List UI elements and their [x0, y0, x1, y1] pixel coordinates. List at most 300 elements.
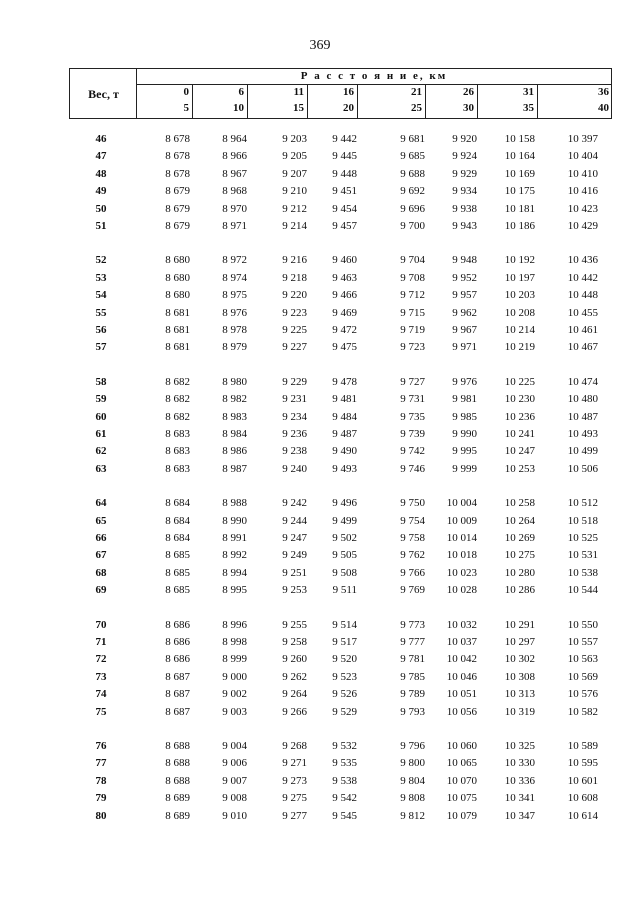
value-cell: 10 436: [567, 254, 598, 267]
value-cell: 10 550: [567, 618, 598, 631]
value-cell: 10 423: [567, 202, 598, 215]
table-row: [69, 201, 612, 218]
value-cell: 10 531: [567, 549, 598, 562]
value-cell: 9 258: [282, 636, 307, 648]
value-cell: 9 266: [282, 705, 307, 718]
value-cell: 8 683: [165, 462, 190, 475]
value-cell: 10 253: [504, 462, 535, 475]
value-cell: 10 404: [567, 150, 598, 163]
value-cell: 9 789: [400, 688, 425, 701]
value-cell: 9 952: [452, 271, 477, 284]
value-cell: 9 442: [332, 133, 357, 145]
value-cell: 9 225: [282, 324, 307, 336]
table-row: [69, 426, 612, 443]
value-cell: 9 542: [332, 792, 357, 805]
value-cell: 8 966: [222, 150, 247, 163]
value-cell: 10 595: [567, 757, 598, 770]
value-cell: 8 984: [222, 428, 247, 440]
value-cell: 9 249: [282, 549, 307, 562]
value-cell: 9 538: [332, 774, 357, 787]
weight-column-header: [70, 69, 137, 118]
value-cell: 8 998: [222, 636, 247, 648]
table-row: [69, 270, 612, 287]
table-row: [69, 617, 612, 634]
value-cell: 9 475: [332, 341, 357, 354]
value-cell: 10 448: [567, 289, 598, 302]
value-cell: 9 262: [282, 670, 307, 683]
weight-cell: 62: [95, 445, 107, 458]
value-cell: 9 929: [452, 167, 477, 180]
value-cell: 9 216: [282, 254, 307, 267]
value-cell: 10 291: [504, 618, 535, 631]
value-cell: 10 302: [504, 653, 535, 666]
value-cell: 9 214: [282, 220, 307, 232]
value-cell: 10 308: [504, 670, 535, 683]
value-cell: 8 687: [165, 688, 190, 701]
weight-cell: 65: [95, 514, 107, 527]
range-from: 6: [238, 86, 244, 98]
table-row: [69, 513, 612, 530]
value-cell: 8 980: [222, 375, 247, 388]
value-cell: 8 685: [165, 549, 190, 562]
value-cell: 9 812: [400, 809, 425, 822]
value-cell: 9 463: [332, 271, 357, 284]
page-number: 369: [309, 38, 331, 53]
value-cell: 10 576: [567, 688, 598, 701]
value-cell: 8 983: [222, 410, 247, 423]
table-row: [69, 305, 612, 322]
value-cell: 9 460: [332, 254, 357, 267]
weight-cell: 52: [95, 254, 107, 267]
value-cell: 10 499: [567, 445, 598, 458]
value-cell: 8 987: [222, 462, 247, 475]
value-cell: 9 238: [282, 445, 307, 458]
value-cell: 9 766: [400, 566, 425, 579]
weight-cell: 77: [95, 757, 107, 770]
value-cell: 9 523: [332, 670, 357, 683]
value-cell: 9 445: [332, 150, 357, 163]
value-cell: 9 003: [222, 705, 247, 718]
value-cell: 9 517: [332, 636, 357, 648]
value-cell: 9 924: [452, 150, 477, 163]
value-cell: 10 280: [504, 566, 535, 579]
value-cell: 9 985: [452, 410, 477, 423]
distance-range-header: [478, 85, 538, 119]
value-cell: 9 804: [400, 774, 425, 787]
table-row: [69, 131, 612, 148]
value-cell: 10 192: [504, 254, 535, 267]
table-row: [69, 773, 612, 790]
value-cell: 10 042: [446, 653, 477, 666]
value-cell: 8 688: [165, 757, 190, 770]
value-cell: 9 203: [282, 133, 307, 145]
table-row: [69, 495, 612, 512]
value-cell: 10 557: [567, 636, 598, 648]
value-cell: 10 070: [446, 774, 477, 787]
weight-cell: 54: [95, 289, 107, 302]
value-cell: 9 505: [332, 549, 357, 562]
weight-cell: 74: [95, 688, 107, 701]
value-cell: 8 971: [222, 220, 247, 232]
value-cell: 9 735: [400, 410, 425, 423]
value-cell: 10 416: [567, 185, 598, 198]
value-cell: 10 467: [567, 341, 598, 354]
value-cell: 9 773: [400, 618, 425, 631]
value-cell: 10 474: [567, 375, 598, 388]
value-cell: 10 518: [567, 514, 598, 527]
weight-cell: 57: [95, 341, 107, 354]
value-cell: 10 004: [446, 497, 477, 510]
value-cell: 8 680: [165, 289, 190, 302]
value-cell: 9 938: [452, 202, 477, 215]
weight-cell: 55: [95, 306, 107, 319]
value-cell: 10 313: [504, 688, 535, 701]
value-cell: 9 514: [332, 618, 357, 631]
value-cell: 10 158: [504, 133, 535, 145]
value-cell: 8 685: [165, 584, 190, 597]
value-cell: 9 920: [452, 133, 477, 145]
table-row: [69, 287, 612, 304]
table-row: [69, 634, 612, 651]
weight-label: Вес, т: [88, 87, 119, 101]
value-cell: 9 227: [282, 341, 307, 354]
range-to: 30: [463, 102, 474, 114]
value-cell: 10 506: [567, 462, 598, 475]
table-row: [69, 443, 612, 460]
value-cell: 10 264: [504, 514, 535, 527]
value-cell: 9 487: [332, 428, 357, 440]
value-cell: 10 461: [567, 324, 598, 336]
value-cell: 9 255: [282, 618, 307, 631]
value-cell: 9 490: [332, 445, 357, 458]
value-cell: 8 679: [165, 202, 190, 215]
value-cell: 9 777: [400, 636, 425, 648]
value-cell: 9 275: [282, 792, 307, 805]
value-cell: 9 242: [282, 497, 307, 510]
value-cell: 10 009: [446, 514, 477, 527]
weight-cell: 73: [95, 670, 107, 683]
table-row: [69, 252, 612, 269]
value-cell: 9 207: [282, 167, 307, 180]
value-cell: 10 051: [446, 688, 477, 701]
value-cell: 9 800: [400, 757, 425, 770]
value-cell: 8 682: [165, 410, 190, 423]
weight-cell: 49: [95, 185, 107, 198]
table-row: [69, 582, 612, 599]
value-cell: 9 253: [282, 584, 307, 597]
value-cell: 9 218: [282, 271, 307, 284]
value-cell: 10 214: [504, 324, 535, 336]
value-cell: 8 968: [222, 185, 247, 198]
value-cell: 9 484: [332, 410, 357, 423]
value-cell: 10 014: [446, 532, 477, 544]
value-cell: 10 589: [567, 740, 598, 752]
value-cell: 9 481: [332, 393, 357, 406]
distance-range-header: [358, 85, 426, 119]
weight-cell: 60: [95, 410, 107, 423]
table-row: [69, 808, 612, 825]
value-cell: 10 410: [567, 167, 598, 180]
value-cell: 9 746: [400, 462, 425, 475]
value-cell: 9 758: [400, 532, 425, 544]
value-cell: 10 060: [446, 740, 477, 752]
value-cell: 10 208: [504, 306, 535, 319]
distance-range-header: [193, 85, 248, 119]
value-cell: 10 538: [567, 566, 598, 579]
value-cell: 8 687: [165, 705, 190, 718]
value-cell: 8 682: [165, 393, 190, 406]
range-to: 40: [598, 102, 609, 114]
value-cell: 9 240: [282, 462, 307, 475]
value-cell: 10 028: [446, 584, 477, 597]
value-cell: 9 719: [400, 324, 425, 336]
distance-title: Р а с с т о я н и е, км: [137, 69, 611, 85]
weight-cell: 59: [95, 393, 107, 406]
value-cell: 9 995: [452, 445, 477, 458]
value-cell: 9 004: [222, 740, 247, 752]
value-cell: 8 686: [165, 618, 190, 631]
value-cell: 9 762: [400, 549, 425, 562]
value-cell: 10 608: [567, 792, 598, 805]
value-cell: 9 234: [282, 410, 307, 423]
value-cell: 8 990: [222, 514, 247, 527]
weight-cell: 70: [95, 618, 107, 631]
value-cell: 8 683: [165, 428, 190, 440]
weight-cell: 64: [95, 497, 107, 510]
value-cell: 9 264: [282, 688, 307, 701]
value-cell: 8 972: [222, 254, 247, 267]
value-cell: 9 739: [400, 428, 425, 440]
range-to: 25: [411, 102, 422, 114]
value-cell: 10 247: [504, 445, 535, 458]
value-cell: 10 455: [567, 306, 598, 319]
distance-range-header: [308, 85, 358, 119]
value-cell: 9 223: [282, 306, 307, 319]
value-cell: 9 478: [332, 375, 357, 388]
value-cell: 10 230: [504, 393, 535, 406]
value-cell: 8 988: [222, 497, 247, 510]
range-from: 21: [411, 86, 422, 98]
value-cell: 9 210: [282, 185, 307, 198]
value-cell: 10 186: [504, 220, 535, 232]
weight-cell: 58: [95, 375, 107, 388]
range-from: 11: [293, 86, 304, 98]
value-cell: 10 269: [504, 532, 535, 544]
table-row: [69, 391, 612, 408]
value-cell: 9 999: [452, 462, 477, 475]
value-cell: 8 689: [165, 809, 190, 822]
value-cell: 10 325: [504, 740, 535, 752]
weight-cell: 71: [95, 636, 107, 648]
value-cell: 8 976: [222, 306, 247, 319]
value-cell: 9 520: [332, 653, 357, 666]
value-cell: 10 018: [446, 549, 477, 562]
value-cell: 10 241: [504, 428, 535, 440]
value-cell: 8 975: [222, 289, 247, 302]
value-cell: 8 974: [222, 271, 247, 284]
value-cell: 8 970: [222, 202, 247, 215]
value-cell: 9 793: [400, 705, 425, 718]
range-from: 0: [183, 86, 189, 98]
range-to: 20: [343, 102, 354, 114]
value-cell: 9 496: [332, 497, 357, 510]
value-cell: 9 229: [282, 375, 307, 388]
value-cell: 8 683: [165, 445, 190, 458]
value-cell: 10 181: [504, 202, 535, 215]
value-cell: 8 688: [165, 740, 190, 752]
value-cell: 8 978: [222, 324, 247, 336]
value-cell: 9 502: [332, 532, 357, 544]
value-cell: 8 684: [165, 514, 190, 527]
value-cell: 9 990: [452, 428, 477, 440]
value-cell: 10 225: [504, 375, 535, 388]
value-cell: 9 448: [332, 167, 357, 180]
value-cell: 8 684: [165, 497, 190, 510]
value-cell: 9 469: [332, 306, 357, 319]
value-cell: 9 769: [400, 584, 425, 597]
value-cell: 9 472: [332, 324, 357, 336]
weight-cell: 46: [95, 133, 107, 145]
value-cell: 10 297: [504, 636, 535, 648]
value-cell: 10 236: [504, 410, 535, 423]
weight-cell: 68: [95, 566, 107, 579]
table-row: [69, 738, 612, 755]
value-cell: 9 785: [400, 670, 425, 683]
value-cell: 10 175: [504, 185, 535, 198]
value-cell: 10 512: [567, 497, 598, 510]
value-cell: 8 687: [165, 670, 190, 683]
value-cell: 8 991: [222, 532, 247, 544]
value-cell: 9 708: [400, 271, 425, 284]
value-cell: 10 065: [446, 757, 477, 770]
value-cell: 10 023: [446, 566, 477, 579]
table-row: [69, 339, 612, 356]
value-cell: 8 678: [165, 133, 190, 145]
weight-cell: 76: [95, 740, 107, 752]
value-cell: 9 754: [400, 514, 425, 527]
value-cell: 9 962: [452, 306, 477, 319]
value-cell: 10 075: [446, 792, 477, 805]
value-cell: 9 781: [400, 653, 425, 666]
value-cell: 10 525: [567, 532, 598, 544]
table-row: [69, 547, 612, 564]
table-row: [69, 565, 612, 582]
table-row: [69, 669, 612, 686]
weight-cell: 79: [95, 792, 107, 805]
distance-range-header: [426, 85, 478, 119]
value-cell: 9 692: [400, 185, 425, 198]
value-cell: 8 979: [222, 341, 247, 354]
value-cell: 8 994: [222, 566, 247, 579]
value-cell: 10 037: [446, 636, 477, 648]
value-cell: 9 957: [452, 289, 477, 302]
table-row: [69, 755, 612, 772]
value-cell: 8 689: [165, 792, 190, 805]
value-cell: 10 046: [446, 670, 477, 683]
weight-cell: 67: [95, 549, 107, 562]
value-cell: 9 231: [282, 393, 307, 406]
value-cell: 8 992: [222, 549, 247, 562]
value-cell: 10 582: [567, 705, 598, 718]
value-cell: 8 982: [222, 393, 247, 406]
value-cell: 8 679: [165, 185, 190, 198]
value-cell: 9 008: [222, 792, 247, 805]
value-cell: 10 442: [567, 271, 598, 284]
value-cell: 9 451: [332, 185, 357, 198]
value-cell: 9 723: [400, 341, 425, 354]
value-cell: 10 493: [567, 428, 598, 440]
value-cell: 8 681: [165, 306, 190, 319]
range-from: 36: [598, 86, 609, 98]
value-cell: 9 526: [332, 688, 357, 701]
value-cell: 9 796: [400, 740, 425, 752]
value-cell: 10 480: [567, 393, 598, 406]
table-row: [69, 790, 612, 807]
weight-cell: 72: [95, 653, 107, 666]
value-cell: 10 319: [504, 705, 535, 718]
table-row: [69, 374, 612, 391]
value-cell: 8 682: [165, 375, 190, 388]
weight-cell: 48: [95, 167, 107, 180]
table-row: [69, 461, 612, 478]
value-cell: 10 487: [567, 410, 598, 423]
value-cell: 9 712: [400, 289, 425, 302]
weight-cell: 61: [95, 428, 107, 440]
value-cell: 10 286: [504, 584, 535, 597]
weight-cell: 56: [95, 324, 107, 336]
value-cell: 10 330: [504, 757, 535, 770]
weight-cell: 69: [95, 584, 107, 597]
value-cell: 10 203: [504, 289, 535, 302]
range-to: 10: [233, 102, 244, 114]
weight-cell: 66: [95, 532, 107, 544]
range-to: 35: [523, 102, 534, 114]
value-cell: 9 934: [452, 185, 477, 198]
value-cell: 9 212: [282, 202, 307, 215]
value-cell: 9 268: [282, 740, 307, 752]
range-from: 31: [523, 86, 534, 98]
value-cell: 9 948: [452, 254, 477, 267]
value-cell: 9 700: [400, 220, 425, 232]
value-cell: 9 244: [282, 514, 307, 527]
weight-cell: 75: [95, 705, 107, 718]
value-cell: 9 967: [452, 324, 477, 336]
table-row: [69, 686, 612, 703]
value-cell: 9 545: [332, 809, 357, 822]
value-cell: 10 056: [446, 705, 477, 718]
table-row: [69, 148, 612, 165]
distance-range-header: [137, 85, 193, 119]
value-cell: 8 678: [165, 167, 190, 180]
table-row: [69, 166, 612, 183]
table-row: [69, 704, 612, 721]
value-cell: 8 680: [165, 254, 190, 267]
value-cell: 8 679: [165, 220, 190, 232]
value-cell: 10 397: [567, 133, 598, 145]
value-cell: 9 696: [400, 202, 425, 215]
value-cell: 9 260: [282, 653, 307, 666]
value-cell: 9 007: [222, 774, 247, 787]
value-cell: 9 535: [332, 757, 357, 770]
weight-cell: 78: [95, 774, 107, 787]
weight-cell: 80: [95, 809, 107, 822]
table-row: [69, 322, 612, 339]
value-cell: 9 454: [332, 202, 357, 215]
value-cell: 10 347: [504, 809, 535, 822]
value-cell: 9 466: [332, 289, 357, 302]
value-cell: 9 731: [400, 393, 425, 406]
value-cell: 9 750: [400, 497, 425, 510]
